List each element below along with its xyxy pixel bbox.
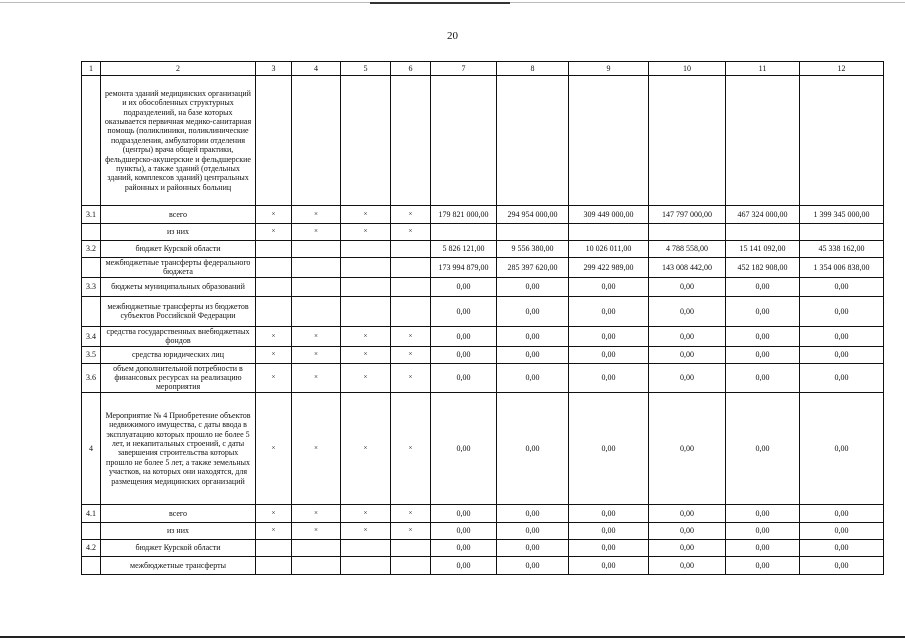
row-index [82, 76, 101, 206]
top-edge-mark [370, 2, 510, 4]
row-index: 3.2 [82, 241, 101, 258]
value-col10: 0,00 [649, 346, 726, 363]
table-row [82, 522, 884, 539]
value-col10: 0,00 [649, 392, 726, 504]
value-col12: 0,00 [800, 556, 884, 574]
value-col8: 0,00 [497, 392, 569, 504]
column-header: 1 [82, 62, 101, 76]
value-col10: 0,00 [649, 296, 726, 326]
table-row [82, 504, 884, 522]
value-col12: 0,00 [800, 522, 884, 539]
value-col8: 0,00 [497, 326, 569, 346]
column-header: 9 [569, 62, 649, 76]
value-col7: 5 826 121,00 [431, 241, 497, 258]
col5-mark [341, 277, 391, 296]
value-col9: 0,00 [569, 504, 649, 522]
value-col8: 0,00 [497, 522, 569, 539]
row-index [82, 522, 101, 539]
col6-mark [391, 556, 431, 574]
col4-mark [292, 539, 341, 556]
col5-mark [341, 241, 391, 258]
value-col12: 0,00 [800, 326, 884, 346]
column-header: 2 [101, 62, 256, 76]
row-description: Мероприятие № 4 Приобретение объектов недвижимого имущества, с даты ввода в эксплуатацию которых прошло не более 5 лет, и некапитальных строений, с даты завершения строительства которых прошло не более 5 лет, а также земельных участков, на которых они находятся, для размещения медицинских организаций [101, 392, 256, 504]
value-col9: 0,00 [569, 363, 649, 392]
value-col9: 0,00 [569, 277, 649, 296]
col3-mark: × [256, 363, 292, 392]
table-row [82, 346, 884, 363]
col5-mark: × [341, 363, 391, 392]
col3-mark [256, 296, 292, 326]
column-header: 12 [800, 62, 884, 76]
col5-mark [341, 556, 391, 574]
value-col7: 0,00 [431, 296, 497, 326]
col4-mark [292, 241, 341, 258]
value-col11: 0,00 [726, 539, 800, 556]
table-row [82, 258, 884, 278]
value-col11: 0,00 [726, 296, 800, 326]
value-col12: 0,00 [800, 539, 884, 556]
value-col11: 0,00 [726, 346, 800, 363]
col6-mark: × [391, 224, 431, 241]
value-col7 [431, 76, 497, 206]
col3-mark: × [256, 326, 292, 346]
value-col12: 0,00 [800, 504, 884, 522]
col3-mark: × [256, 206, 292, 224]
value-col7: 179 821 000,00 [431, 206, 497, 224]
row-index: 4 [82, 392, 101, 504]
col3-mark: × [256, 224, 292, 241]
column-header: 3 [256, 62, 292, 76]
col5-mark: × [341, 392, 391, 504]
col6-mark [391, 76, 431, 206]
value-col11 [726, 224, 800, 241]
table-row [82, 296, 884, 326]
col3-mark [256, 241, 292, 258]
col4-mark [292, 258, 341, 278]
value-col9: 299 422 989,00 [569, 258, 649, 278]
col3-mark [256, 556, 292, 574]
col4-mark: × [292, 346, 341, 363]
value-col9: 0,00 [569, 522, 649, 539]
value-col7: 0,00 [431, 539, 497, 556]
value-col10: 147 797 000,00 [649, 206, 726, 224]
col6-mark: × [391, 206, 431, 224]
table-row [82, 277, 884, 296]
value-col11: 452 182 908,00 [726, 258, 800, 278]
col5-mark [341, 76, 391, 206]
value-col7: 0,00 [431, 326, 497, 346]
value-col8: 0,00 [497, 363, 569, 392]
table-row [82, 539, 884, 556]
value-col9: 0,00 [569, 392, 649, 504]
value-col10: 0,00 [649, 539, 726, 556]
row-description: бюджеты муниципальных образований [101, 277, 256, 296]
value-col7: 0,00 [431, 277, 497, 296]
table-row [82, 241, 884, 258]
table-row [82, 363, 884, 392]
value-col8 [497, 224, 569, 241]
col6-mark [391, 296, 431, 326]
col4-mark [292, 296, 341, 326]
row-description: из них [101, 224, 256, 241]
value-col8: 0,00 [497, 504, 569, 522]
value-col7: 0,00 [431, 363, 497, 392]
value-col9: 309 449 000,00 [569, 206, 649, 224]
col5-mark: × [341, 326, 391, 346]
value-col11: 0,00 [726, 522, 800, 539]
row-description: ремонта зданий медицинских организаций и их обособленных структурных подразделений, на базе которых оказывается первичная медико-санитарная помощь (поликлиники, поликлинические подразделения, амбулатории отделения (центры) врача общей практики, фельдшерско-акушерские и фельдшерские пункты), а также зданий (отдельных зданий, комплексов зданий) центральных районных и районных больниц [101, 76, 256, 206]
value-col9: 0,00 [569, 296, 649, 326]
value-col7: 173 994 879,00 [431, 258, 497, 278]
col6-mark [391, 277, 431, 296]
value-col12: 0,00 [800, 392, 884, 504]
value-col8: 294 954 000,00 [497, 206, 569, 224]
table-row [82, 326, 884, 346]
value-col7 [431, 224, 497, 241]
bottom-edge-rule [0, 636, 905, 638]
value-col8: 9 556 380,00 [497, 241, 569, 258]
value-col9 [569, 224, 649, 241]
col5-mark [341, 258, 391, 278]
col5-mark [341, 539, 391, 556]
column-header: 10 [649, 62, 726, 76]
budget-table [81, 61, 884, 575]
value-col11: 0,00 [726, 363, 800, 392]
value-col12 [800, 76, 884, 206]
value-col12: 45 338 162,00 [800, 241, 884, 258]
col4-mark: × [292, 522, 341, 539]
col3-mark: × [256, 392, 292, 504]
value-col12: 1 354 006 838,00 [800, 258, 884, 278]
value-col11: 15 141 092,00 [726, 241, 800, 258]
row-index: 3.4 [82, 326, 101, 346]
value-col10: 0,00 [649, 326, 726, 346]
page-number: 20 [447, 30, 458, 42]
value-col7: 0,00 [431, 504, 497, 522]
col3-mark [256, 277, 292, 296]
row-description: бюджет Курской области [101, 539, 256, 556]
value-col10: 0,00 [649, 522, 726, 539]
row-description: из них [101, 522, 256, 539]
value-col10: 4 788 558,00 [649, 241, 726, 258]
value-col9: 0,00 [569, 556, 649, 574]
row-index [82, 296, 101, 326]
value-col11: 0,00 [726, 504, 800, 522]
col3-mark: × [256, 346, 292, 363]
row-index [82, 224, 101, 241]
col6-mark [391, 539, 431, 556]
value-col9 [569, 76, 649, 206]
row-index: 3.1 [82, 206, 101, 224]
row-description: объем дополнительной потребности в финансовых ресурсах на реализацию мероприятия [101, 363, 256, 392]
value-col12: 1 399 345 000,00 [800, 206, 884, 224]
column-header: 5 [341, 62, 391, 76]
col6-mark: × [391, 346, 431, 363]
table-row [82, 76, 884, 206]
row-index: 4.2 [82, 539, 101, 556]
table-row [82, 392, 884, 504]
col5-mark: × [341, 206, 391, 224]
value-col8: 0,00 [497, 296, 569, 326]
col6-mark: × [391, 392, 431, 504]
value-col12: 0,00 [800, 277, 884, 296]
value-col10 [649, 224, 726, 241]
row-description: бюджет Курской области [101, 241, 256, 258]
value-col9: 0,00 [569, 326, 649, 346]
col6-mark: × [391, 326, 431, 346]
value-col10: 143 008 442,00 [649, 258, 726, 278]
value-col8: 0,00 [497, 346, 569, 363]
value-col11: 0,00 [726, 277, 800, 296]
value-col8: 0,00 [497, 556, 569, 574]
row-description: межбюджетные трансферты федерального бюджета [101, 258, 256, 278]
column-number-row [82, 62, 884, 76]
col6-mark: × [391, 504, 431, 522]
value-col12 [800, 224, 884, 241]
row-index [82, 556, 101, 574]
col4-mark: × [292, 392, 341, 504]
col5-mark: × [341, 522, 391, 539]
value-col10: 0,00 [649, 504, 726, 522]
column-header: 11 [726, 62, 800, 76]
value-col7: 0,00 [431, 556, 497, 574]
value-col9: 0,00 [569, 539, 649, 556]
col6-mark [391, 258, 431, 278]
col4-mark: × [292, 504, 341, 522]
value-col10: 0,00 [649, 363, 726, 392]
row-description: межбюджетные трансферты [101, 556, 256, 574]
col4-mark: × [292, 326, 341, 346]
value-col11: 0,00 [726, 326, 800, 346]
value-col7: 0,00 [431, 392, 497, 504]
value-col10: 0,00 [649, 556, 726, 574]
value-col11: 0,00 [726, 556, 800, 574]
value-col7: 0,00 [431, 346, 497, 363]
col4-mark: × [292, 224, 341, 241]
col3-mark [256, 539, 292, 556]
value-col10: 0,00 [649, 277, 726, 296]
col6-mark [391, 241, 431, 258]
value-col11: 467 324 000,00 [726, 206, 800, 224]
col4-mark [292, 556, 341, 574]
value-col8: 0,00 [497, 539, 569, 556]
col6-mark: × [391, 522, 431, 539]
col5-mark: × [341, 224, 391, 241]
row-index: 4.1 [82, 504, 101, 522]
col4-mark [292, 76, 341, 206]
column-header: 8 [497, 62, 569, 76]
value-col12: 0,00 [800, 346, 884, 363]
row-description: всего [101, 504, 256, 522]
row-description: межбюджетные трансферты из бюджетов субъектов Российской Федерации [101, 296, 256, 326]
column-header: 6 [391, 62, 431, 76]
value-col9: 0,00 [569, 346, 649, 363]
value-col7: 0,00 [431, 522, 497, 539]
col4-mark: × [292, 363, 341, 392]
value-col10 [649, 76, 726, 206]
column-header: 4 [292, 62, 341, 76]
row-description: всего [101, 206, 256, 224]
col3-mark: × [256, 504, 292, 522]
row-description: средства государственных внебюджетных фондов [101, 326, 256, 346]
col4-mark: × [292, 206, 341, 224]
col3-mark [256, 76, 292, 206]
table-body [82, 62, 884, 575]
value-col11: 0,00 [726, 392, 800, 504]
value-col9: 10 026 011,00 [569, 241, 649, 258]
col5-mark: × [341, 504, 391, 522]
row-index: 3.6 [82, 363, 101, 392]
table-row [82, 206, 884, 224]
row-index: 3.3 [82, 277, 101, 296]
column-header: 7 [431, 62, 497, 76]
value-col8 [497, 76, 569, 206]
value-col12: 0,00 [800, 363, 884, 392]
table-row [82, 556, 884, 574]
row-description: средства юридических лиц [101, 346, 256, 363]
row-index [82, 258, 101, 278]
col4-mark [292, 277, 341, 296]
col3-mark [256, 258, 292, 278]
value-col8: 0,00 [497, 277, 569, 296]
col5-mark [341, 296, 391, 326]
value-col8: 285 397 620,00 [497, 258, 569, 278]
col5-mark: × [341, 346, 391, 363]
col3-mark: × [256, 522, 292, 539]
value-col11 [726, 76, 800, 206]
table-row [82, 224, 884, 241]
value-col12: 0,00 [800, 296, 884, 326]
row-index: 3.5 [82, 346, 101, 363]
col6-mark: × [391, 363, 431, 392]
